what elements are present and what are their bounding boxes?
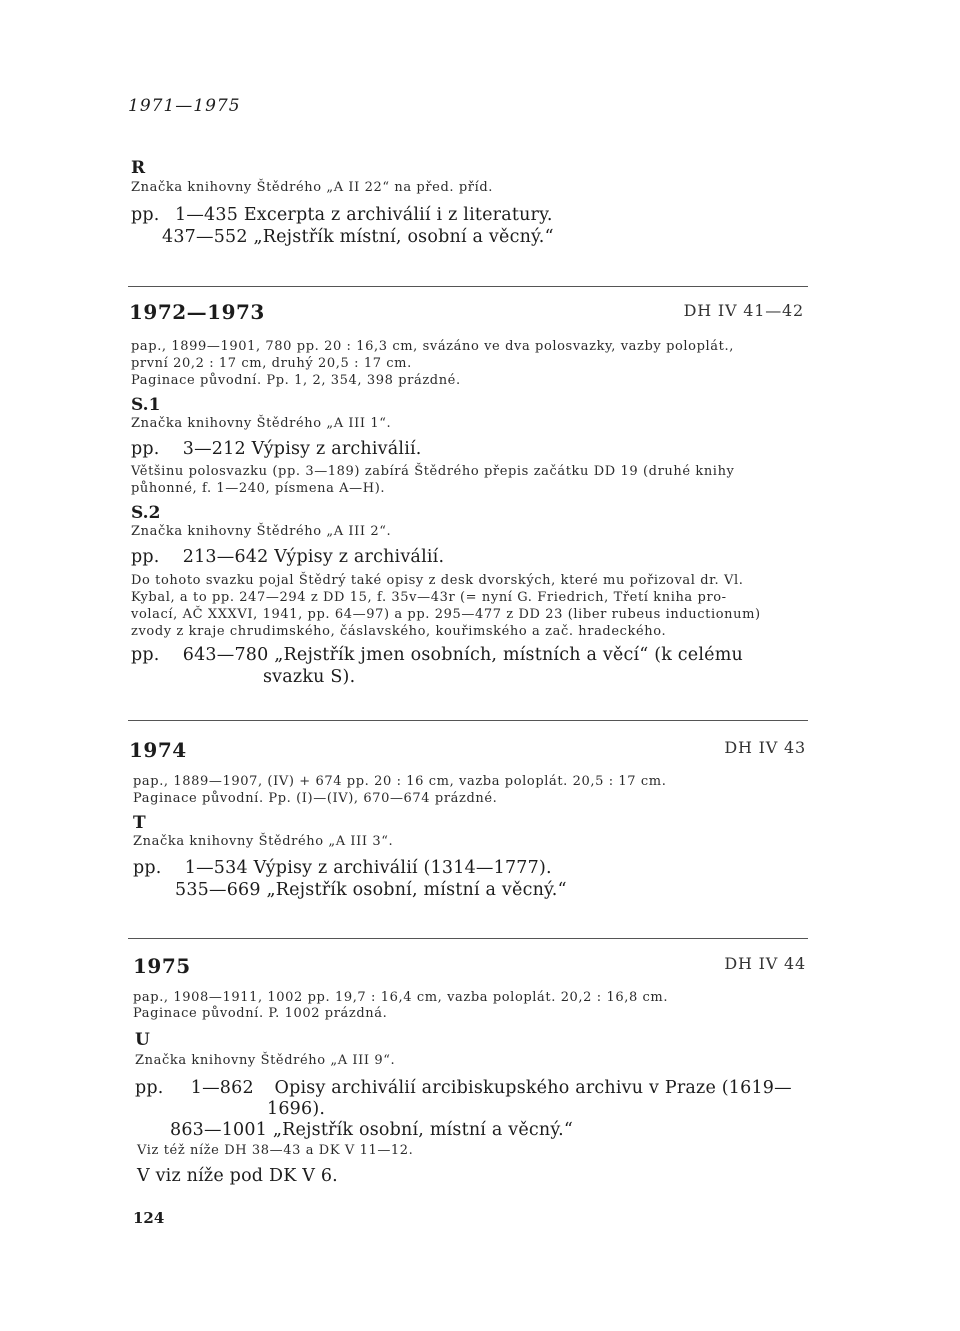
shelf-mark: DH IV 41—42: [683, 301, 804, 320]
pp-label: pp.: [133, 858, 162, 878]
page-range-line: [131, 205, 553, 225]
page-range-line: [175, 880, 567, 900]
physical-description: pap., 1899—1901, 780 pp. 20 : 16,3 cm, svázáno ve dva polosvazky, vazby poloplát.,: [131, 339, 734, 354]
running-head: 1971—1975: [128, 96, 241, 116]
section-divider: [128, 938, 808, 939]
content-note: Kybal, a to pp. 247—294 z DD 15, f. 35v—43r (= nyní G. Friedrich, Třetí kniha pro-: [131, 590, 727, 605]
page-range: 1—534: [184, 858, 248, 878]
physical-description: pap., 1889—1907, (IV) + 674 pp. 20 : 16 cm, vazba poloplát. 20,5 : 17 cm.: [133, 774, 667, 789]
page-number: 124: [133, 1209, 165, 1227]
library-signature: Značka knihovny Štědrého „A III 2“.: [131, 524, 392, 539]
content-note: Do tohoto svazku pojal Štědrý také opisy z desk dvorských, které mu pořizoval dr. Vl.: [131, 573, 744, 588]
page-range-line: [135, 1078, 792, 1098]
page-range: 3—212: [182, 439, 246, 459]
pagination-note: Paginace původní. P. 1002 prázdná.: [133, 1006, 388, 1021]
page-range-line: [170, 1120, 573, 1140]
entry-year: 1972—1973: [129, 300, 265, 324]
sigil-r: R: [131, 158, 146, 178]
page-range-line: [131, 645, 743, 665]
page-range: 213—642: [182, 547, 269, 567]
sigil-t: T: [133, 813, 146, 833]
range-description-continued: 1696).: [267, 1099, 326, 1119]
range-description: „Rejstřík místní, osobní a věcný.“: [253, 227, 554, 247]
pp-label: pp.: [135, 1078, 164, 1098]
cross-reference: V viz níže pod DK V 6.: [137, 1166, 338, 1186]
pagination-note: Paginace původní. Pp. (I)—(IV), 670—674 prázdné.: [133, 791, 498, 806]
page-range: 535—669: [175, 880, 261, 900]
pp-label: pp.: [131, 439, 160, 459]
pp-label: pp.: [131, 205, 160, 225]
page-range: 1—862: [190, 1078, 254, 1098]
page-range-line: [131, 547, 444, 567]
range-description-continued: svazku S).: [263, 667, 356, 687]
content-note: Většinu polosvazku (pp. 3—189) zabírá Štědrého přepis začátku DD 19 (druhé knihy: [131, 464, 735, 479]
range-description: „Rejstřík osobní, místní a věcný.“: [266, 880, 567, 900]
range-description: „Rejstřík jmen osobních, místních a věcí“ (k celému: [274, 645, 743, 665]
shelf-mark: DH IV 44: [724, 954, 806, 973]
physical-description: pap., 1908—1911, 1002 pp. 19,7 : 16,4 cm, vazba poloplát. 20,2 : 16,8 cm.: [133, 990, 669, 1005]
range-description: Výpisy z archiválií.: [251, 439, 422, 459]
content-note: zvody z kraje chrudimského, čáslavského, kouřimského a zač. hradeckého.: [131, 624, 667, 639]
entry-year: 1975: [133, 954, 191, 978]
range-description: Excerpta z archiválií i z literatury.: [243, 205, 553, 225]
range-description: „Rejstřík osobní, místní a věcný.“: [272, 1120, 574, 1140]
library-signature: Značka knihovny Štědrého „A III 3“.: [133, 834, 394, 849]
section-divider: [128, 720, 808, 721]
shelf-mark: DH IV 43: [724, 738, 806, 757]
pp-label: pp.: [131, 645, 160, 665]
content-note: půhonné, f. 1—240, písmena A—H).: [131, 481, 386, 496]
sigil-u: U: [135, 1030, 150, 1050]
page-range-line: [131, 439, 422, 459]
range-description: Výpisy z archiválií.: [274, 547, 445, 567]
page-range: 437—552: [162, 227, 248, 247]
physical-description: první 20,2 : 17 cm, druhý 20,5 : 17 cm.: [131, 356, 412, 371]
library-signature: Značka knihovny Štědrého „A III 9“.: [135, 1053, 396, 1068]
page-range: 863—1001: [170, 1120, 268, 1140]
page-range: 643—780: [182, 645, 269, 665]
pagination-note: Paginace původní. Pp. 1, 2, 354, 398 prázdné.: [131, 373, 461, 388]
pp-label: pp.: [131, 547, 160, 567]
range-description: Opisy archiválií arcibiskupského archivu v Praze (1619—: [274, 1078, 792, 1098]
see-also-note: Viz též níže DH 38—43 a DK V 11—12.: [137, 1143, 414, 1158]
sigil-s2: S.2: [131, 503, 161, 523]
library-signature: Značka knihovny Štědrého „A II 22“ na před. příd.: [131, 180, 493, 195]
page-range-line: [133, 858, 552, 878]
content-note: volací, AČ XXXVI, 1941, pp. 64—97) a pp. 295—477 z DD 23 (liber rubeus inductionum): [131, 607, 761, 622]
section-divider: [128, 286, 808, 287]
library-signature: Značka knihovny Štědrého „A III 1“.: [131, 416, 392, 431]
page-range-line: [162, 227, 554, 247]
range-description: Výpisy z archiválií (1314—1777).: [253, 858, 552, 878]
sigil-s1: S.1: [131, 395, 161, 415]
page-range: 1—435: [175, 205, 239, 225]
entry-year: 1974: [129, 738, 187, 762]
